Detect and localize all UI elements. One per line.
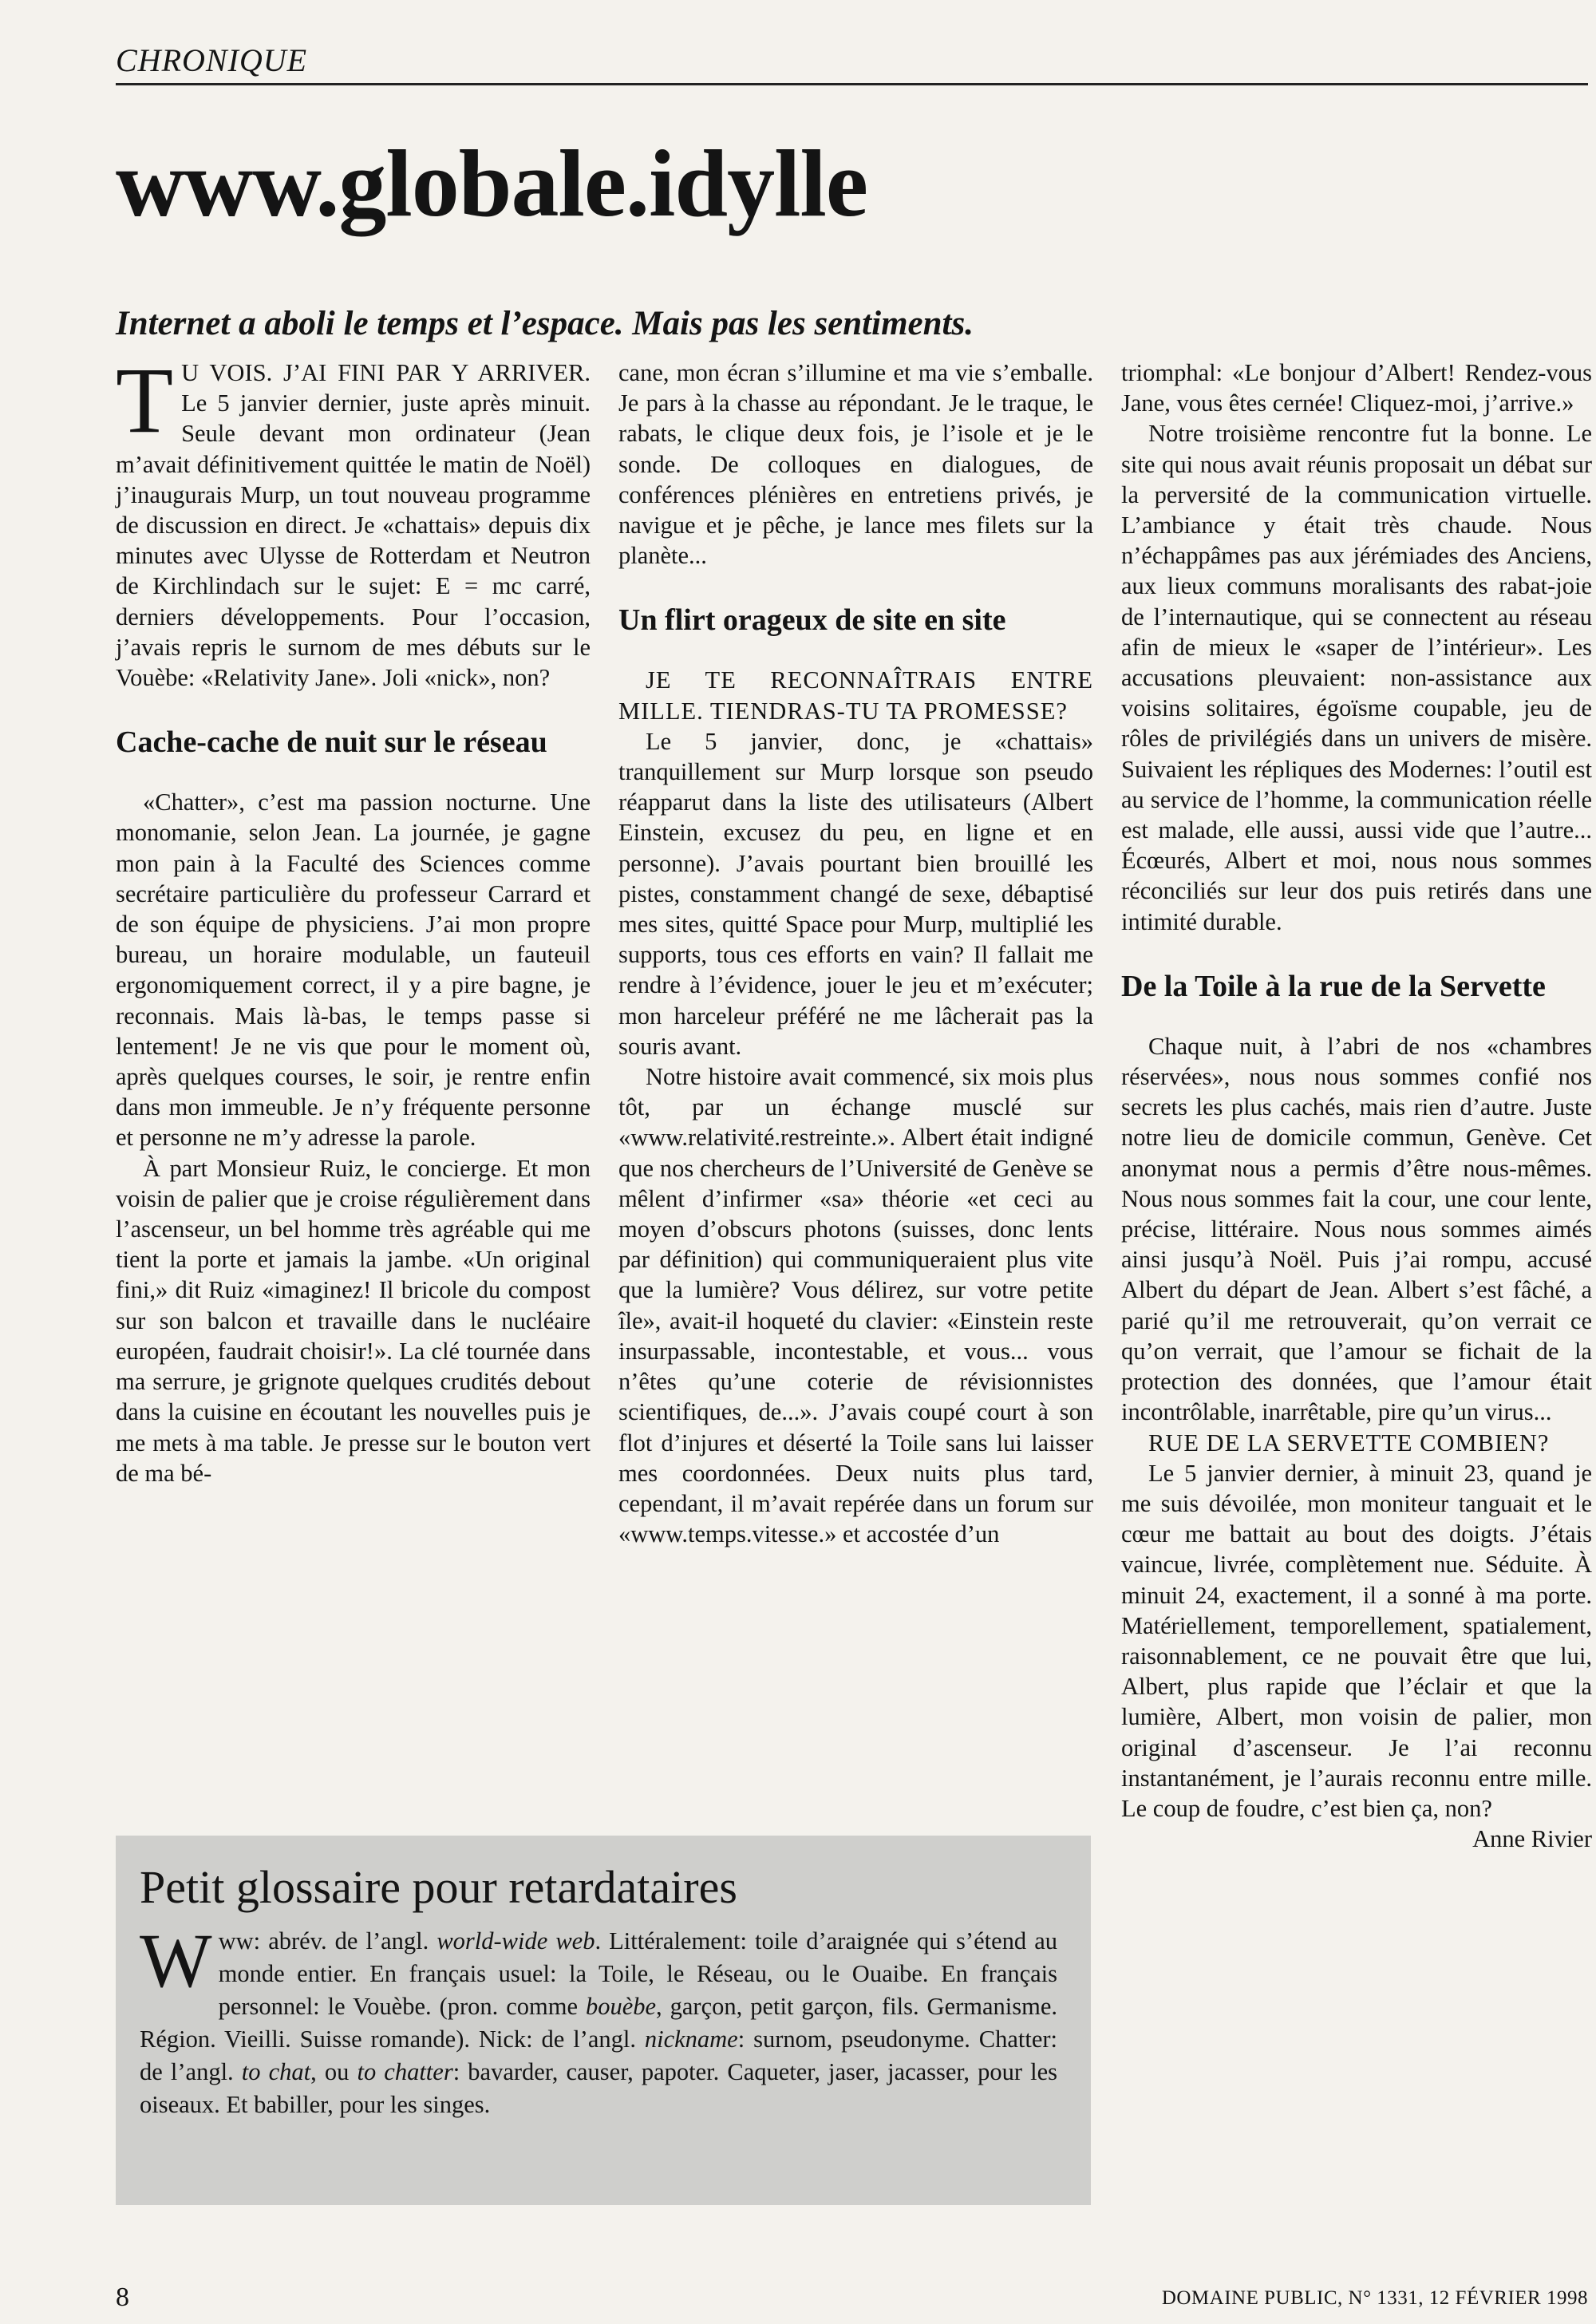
section-rubric: CHRONIQUE xyxy=(116,42,308,78)
paragraph: triomphal: «Le bonjour d’Albert! Rendez-vous Jane, vous êtes cernée! Cliquez-moi, j’arrive.» xyxy=(1121,359,1592,417)
glossary-fragment: . Littéralement: toile d’araignée qui s’étend au monde entier. En français usuel: la Toile, le Réseau, ou le Ouaibe. En français personnel: le Vouèbe. (pron. comme xyxy=(218,1927,1057,2020)
glossary-term: world-wide web xyxy=(437,1927,595,1954)
article-standfirst: Internet a aboli le temps et l’espace. Mais pas les sentiments. xyxy=(116,305,974,342)
paragraph: À part Monsieur Ruiz, le concierge. Et mon voisin de palier que je croise régulièrement dans l’ascenseur, un bel homme très agréable qui me tient la porte et jamais la jambe. «Un original fini,» dit Ruiz «imaginez! Il bricole du compost sur son balcon et travaille dans le nucléaire européen, faudrait choisir!». La clé tournée dans ma serrure, je grignote quelques crudités debout dans la cuisine en écoutant les nouvelles puis je me mets à ma table. Je presse sur le bouton vert de ma bé- xyxy=(116,1154,591,1487)
article-column-1 xyxy=(116,348,591,1488)
glossary-fragment: : surnom, pseudonyme. Chatter: de l’angl. xyxy=(140,2026,1058,2085)
paragraph: cane, mon écran s’illumine et ma vie s’emballe. Je pars à la chasse au répondant. Je le traque, le rabats, le clique deux fois, je l’isole et je le sonde. De colloques en dialogues, de conférences plénières en entretiens privés, je navigue et je pêche, je lance mes filets sur la planète... xyxy=(618,359,1093,570)
article-column-3 xyxy=(1121,358,1592,1854)
drop-cap: W xyxy=(140,1918,212,2003)
paragraph: Le 5 janvier dernier, à minuit 23, quand je me suis dévoilée, mon moniteur tanguait et le cœur me battait au bout des doigts. J’étais vaincue, livrée, complètement nue. Séduite. À minuit 24, exactement, il a sonné à ma porte. Matériellement, temporellement, spatialement, raisonnablement, ce ne pouvait être que lui, Albert, plus rapide que l’éclair et que la lumière, Albert, mon voisin de palier, mon original d’ascenseur. Je l’ai reconnu instantanément, je l’aurais reconnu entre mille. Le coup de foudre, c’est bien ça, non? xyxy=(1121,1459,1592,1822)
paragraph xyxy=(116,348,591,693)
glossary-fragment: : bavarder, causer, papoter. Caqueter, jaser, jacasser, pour les oiseaux. Et babiller, pour les singes. xyxy=(140,2058,1057,2118)
article-column-2 xyxy=(618,358,1093,1549)
article-title: www.globale.idylle xyxy=(116,130,868,236)
paragraph: «Chatter», c’est ma passion nocturne. Une monomanie, selon Jean. La journée, je gagne mon pain à la Faculté des Sciences comme secrétaire particulière du professeur Carrard et de son équipe de physiciens. J’ai mon propre bureau, un horaire modulable, un fauteuil ergonomiquement correct, il y a pire bagne, je reconnais. Mais là-bas, le temps passe si lentement! Je ne vis que pour le moment où, après quelques courses, le soir, je rentre enfin dans mon immeuble. Je n’y fréquente personne et personne ne m’y adresse la parole. xyxy=(116,788,591,1152)
drop-cap: T xyxy=(116,348,174,453)
glossary-box xyxy=(116,1836,1091,2205)
paragraph: Le 5 janvier, donc, je «chattais» tranquillement sur Murp lorsque son pseudo réapparut dans la liste des utilisateurs (Albert Einstein, excusez du peu, en ligne et en personne). J’avais pourtant bien brouillé les pistes, constamment changé de sexe, débaptisé mes sites, quitté Space pour Murp, multiplié les supports, tous ces efforts en vain? Il fallait me rendre à l’évidence, jouer le jeu et m’exécuter; mon harceleur préféré ne me lâcherait pas la souris avant. xyxy=(618,727,1093,1060)
paragraph: Notre histoire avait commencé, six mois plus tôt, par un échange musclé sur «www.relativité.restreinte.». Albert était indigné que nos chercheurs de l’Université de Genève se mêlent d’infirmer «sa» théorie «et ceci au moyen d’obscurs photons (suisses, donc lents par définition) qui communiqueraient plus vite que la lumière? Vous délirez, sur votre petite île», avait-il hoqueté du clavier: «Einstein reste insurpassable, incontestable, et vous... vous n’êtes qu’une coterie de révisionnistes scientifiques, de...». J’avais coupé court à son flot d’injures et déserté la Toile sans lui laisser mes coordonnées. Deux nuits plus tard, cependant, il m’avait repérée dans un forum sur «www.temps.vitesse.» et accostée d’un xyxy=(618,1063,1093,1548)
glossary-term: to chat xyxy=(241,2058,311,2085)
paragraph-text: U VOIS. J’AI FINI PAR Y ARRIVER. Le 5 janvier dernier, juste après minuit. Seule devant mon ordinateur (Jean m’avait définitivement quittée le matin de Noël) j’inaugurais Murp, un tout nouveau programme de discussion en direct. Je «chattais» depuis dix minutes avec Ulysse de Rotterdam et Neutron de Kirchlindach sur le sujet: E = mc carré, derniers développements. Pour l’occasion, j’avais repris le surnom de mes débuts sur le Vouèbe: «Relativity Jane». Joli «nick», non? xyxy=(116,359,591,692)
header-rule xyxy=(116,83,1588,85)
glossary-text xyxy=(140,1918,1058,2121)
glossary-term: bouèbe xyxy=(585,1993,657,2020)
page-number: 8 xyxy=(116,2282,129,2312)
subheading: Cache-cache de nuit sur le réseau xyxy=(116,725,547,760)
publication-info: DOMAINE PUBLIC, N° 1331, 12 FÉVRIER 1998 xyxy=(1161,2287,1588,2309)
glossary-term: nickname xyxy=(644,2026,738,2053)
glossary-fragment: ww: abrév. de l’angl. xyxy=(218,1927,437,1954)
paragraph: Chaque nuit, à l’abri de nos «chambres réservées», nous nous sommes confié nos secrets les plus cachés, mais rien d’autre. Juste notre lieu de domicile commun, Genève. Cet anonymat nous a permis d’être nous-mêmes. Nous nous sommes fait la cour, une cour lente, précise, littéraire. Nous nous sommes aimés ainsi jusqu’à Noël. Puis j’ai rompu, accusé Albert du départ de Jean. Albert s’est fâché, a parié qu’il me retrouverait, qu’on verrait ce qu’on verrait, que l’amour se fichait de la protection des données, que l’amour était incontrôlable, inarrêtable, pire qu’un virus... xyxy=(1121,1032,1592,1426)
glossary-term: to chatter xyxy=(357,2058,453,2085)
subheading: De la Toile à la rue de la Servette xyxy=(1121,969,1546,1003)
glossary-fragment: , ou xyxy=(310,2058,358,2085)
glossary-title: Petit glossaire pour retardataires xyxy=(140,1861,737,1913)
glossary-fragment: , garçon, petit garçon, fils. Germanisme. Région. Vieilli. Suisse romande). Nick: de l’angl. xyxy=(140,1993,1057,2053)
caps-intro: RUE DE LA SERVETTE COMBIEN? xyxy=(1148,1429,1550,1456)
paragraph: Notre troisième rencontre fut la bonne. Le site qui nous avait réunis proposait un débat sur la perversité de la communication virtuelle. L’ambiance y était très chaude. Nous n’échappâmes pas aux jérémiades des Anciens, aux lieux communs moralisants des rabat-joie de l’internautique, qui se connectent au réseau afin de mieux le «saper de l’intérieur». Les accusations pleuvaient: non-assistance aux voisins solitaires, égoïsme coupable, jeu de rôles de privilégiés dans un univers de misère. Suivaient les répliques des Modernes: l’outil est au service de l’homme, la communication réelle est malade, elle aussi, aussi vide que l’autre... Écœurés, Albert et moi, nous nous sommes réconciliés sur leur dos puis retirés dans une intimité durable. xyxy=(1121,420,1592,935)
author-signature: Anne Rivier xyxy=(1472,1825,1592,1853)
subheading: Un flirt orageux de site en site xyxy=(618,603,1006,638)
caps-intro: JE TE RECONNAÎTRAIS ENTRE MILLE. TIENDRAS-TU TA PROMESSE? xyxy=(618,666,1093,725)
